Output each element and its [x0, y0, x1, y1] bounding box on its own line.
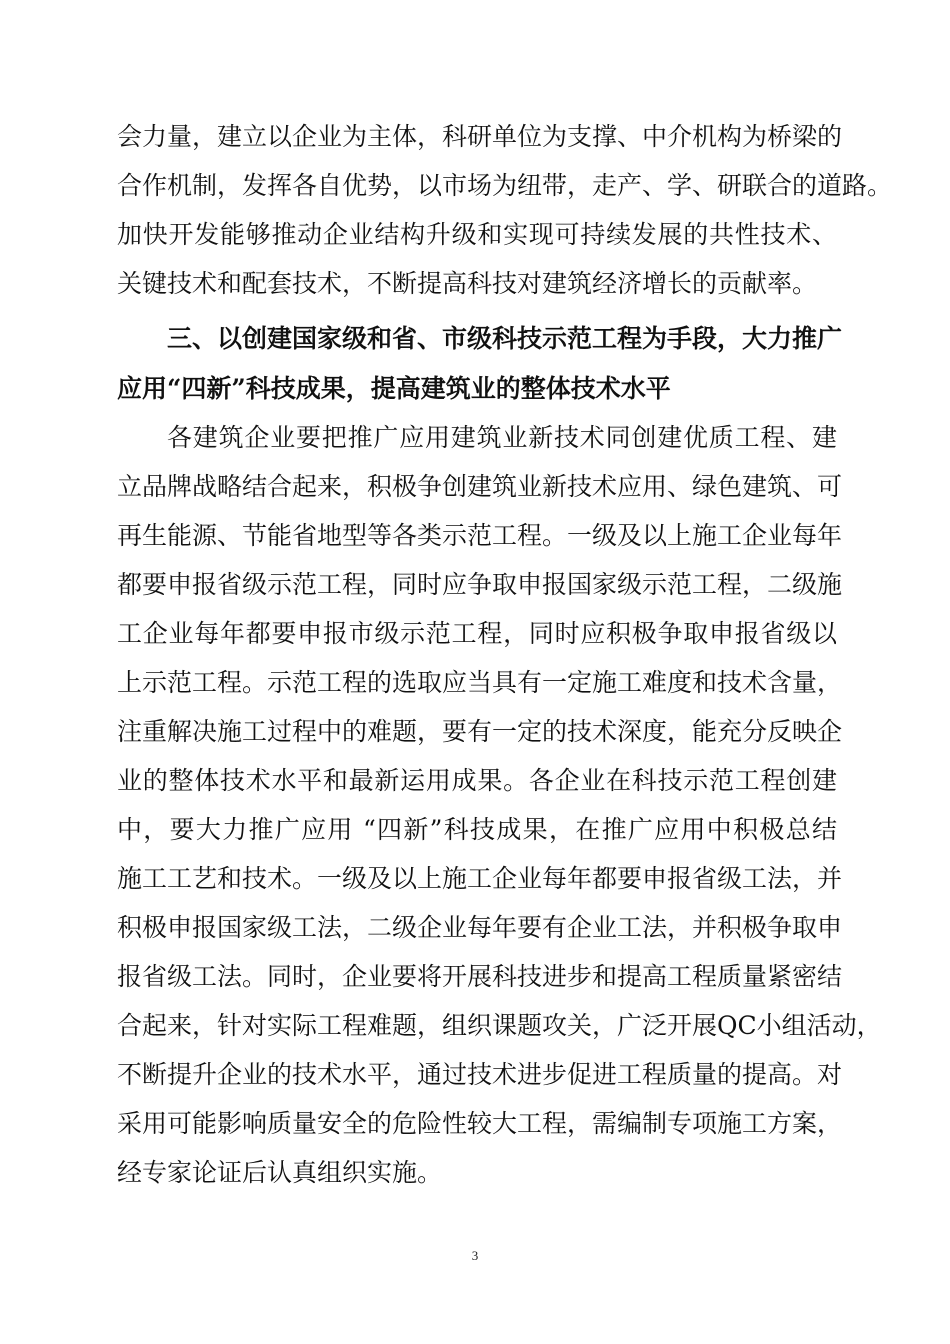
paragraph-line: 经专家论证后认真组织实施。: [117, 1158, 443, 1187]
paragraph-line: 报省级工法。同时，企业要将开展科技进步和提高工程质量紧密结: [117, 962, 843, 991]
paragraph-line: 再生能源、节能省地型等各类示范工程。一级及以上施工企业每年: [117, 521, 843, 550]
paragraph-line: 关键技术和配套技术，不断提高科技对建筑经济增长的贡献率。: [117, 269, 818, 298]
paragraph-line: 合作机制，发挥各自优势，以市场为纽带，走产、学、研联合的道路。: [117, 171, 893, 200]
paragraph-line: 上示范工程。示范工程的选取应当具有一定施工难度和技术含量，: [117, 668, 843, 697]
paragraph-line: 加快开发能够推动企业结构升级和实现可持续发展的共性技术、: [117, 220, 837, 249]
paragraph-line: 不断提升企业的技术水平，通过技术进步促进工程质量的提高。对: [117, 1060, 843, 1089]
paragraph-line: 业的整体技术水平和最新运用成果。各企业在科技示范工程创建: [117, 766, 837, 795]
paragraph-line: 积极申报国家级工法，二级企业每年要有企业工法，并积极争取申: [117, 913, 843, 942]
paragraph-line: 施工工艺和技术。一级及以上施工企业每年都要申报省级工法，并: [117, 864, 843, 893]
paragraph-line: 采用可能影响质量安全的危险性较大工程，需编制专项施工方案，: [117, 1109, 843, 1138]
page-number: 3: [471, 1248, 479, 1263]
paragraph-line: 工企业每年都要申报市级示范工程，同时应积极争取申报省级以: [117, 619, 837, 648]
paragraph-line: 中，要大力推广应用 “四新”科技成果，在推广应用中积极总结: [117, 815, 837, 844]
paragraph-line: 都要申报省级示范工程，同时应争取申报国家级示范工程，二级施: [117, 570, 843, 599]
paragraph-line: 合起来，针对实际工程难题，组织课题攻关，广泛开展QC小组活动，: [117, 1011, 882, 1040]
section-heading-line: 三、以创建国家级和省、市级科技示范工程为手段，大力推广: [167, 324, 843, 353]
section-heading-line: 应用“四新”科技成果，提高建筑业的整体技术水平: [117, 374, 671, 403]
paragraph-line: 注重解决施工过程中的难题，要有一定的技术深度，能充分反映企: [117, 717, 843, 746]
paragraph-line: 立品牌战略结合起来，积极争创建筑业新技术应用、绿色建筑、可: [117, 472, 843, 501]
paragraph-line: 各建筑企业要把推广应用建筑业新技术同创建优质工程、建: [167, 423, 837, 452]
paragraph-line: 会力量，建立以企业为主体，科研单位为支撑、中介机构为桥梁的: [117, 122, 843, 151]
